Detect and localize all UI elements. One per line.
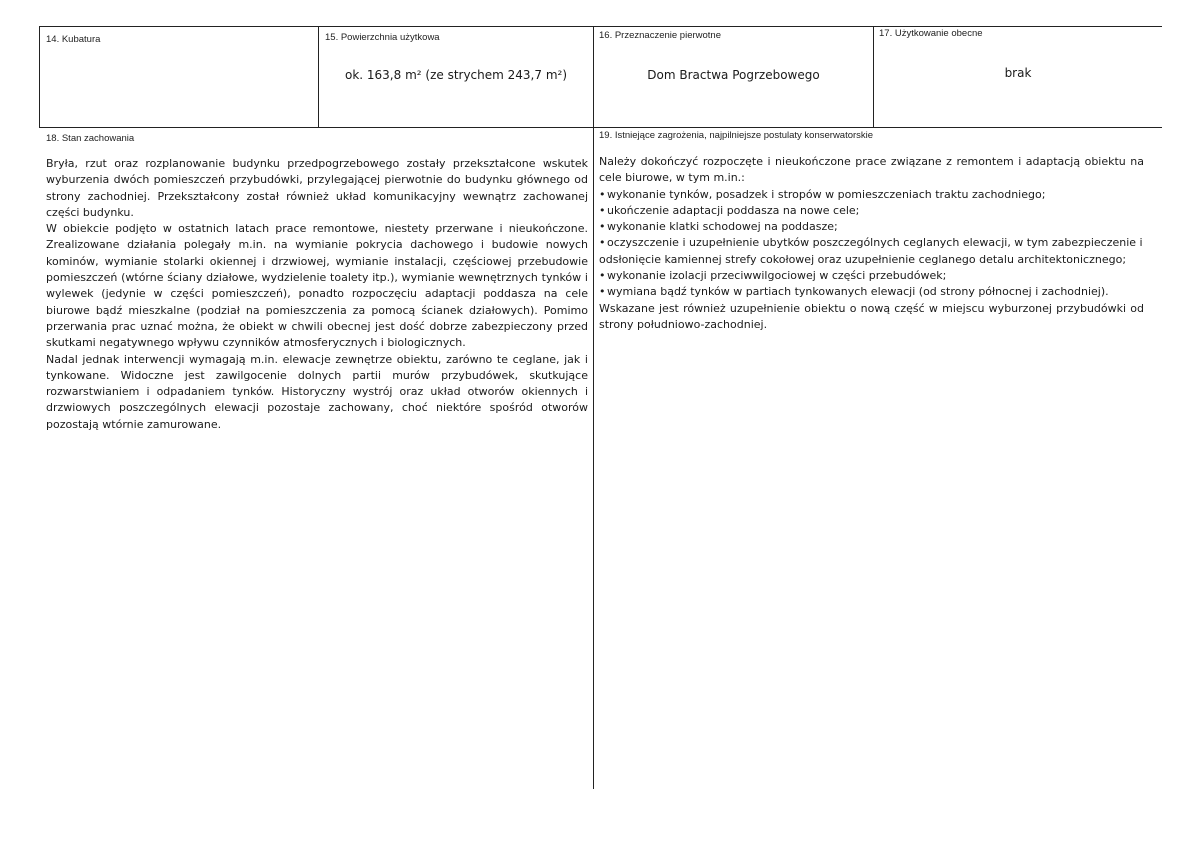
list-item xyxy=(599,203,1144,219)
section-19-intro: Należy dokończyć rozpoczęte i nieukończone prace związane z remontem i adaptacją obiektu na cele biurowe, w tym m.in.: xyxy=(599,155,1144,185)
bullet-icon: • xyxy=(599,285,606,299)
field-15-label: 15. Powierzchnia użytkowa xyxy=(325,32,440,43)
field-14-label: 14. Kubatura xyxy=(46,34,101,45)
section-18-label: 18. Stan zachowania xyxy=(46,133,135,144)
field-16-label: 16. Przeznaczenie pierwotne xyxy=(599,30,721,41)
list-item-text: wykonanie izolacji przeciwwilgociowej w części przebudówek; xyxy=(607,269,947,283)
field-17-label: 17. Użytkowanie obecne xyxy=(879,28,983,39)
field-16-value: Dom Bractwa Pogrzebowego xyxy=(647,68,820,82)
bullet-icon: • xyxy=(599,269,606,283)
list-item xyxy=(599,219,1144,235)
divider-18-19 xyxy=(593,127,594,789)
section-18-paragraph: W obiekcie podjęto w ostatnich latach prace remontowe, niestety przerwane i nieukończone. Zrealizowane działania polegały m.in. na wymianie pokrycia dachowego i budowie nowych kominów, wymianie stolarki okiennej i drzwiowej, wymianie instalacji, częściowej przebudowie pomieszczeń (wtórne ściany działowe, wydzielenie toalety itp.), wymianie wewnętrznych tynków i wylewek (jedynie w części pomieszczeń), ponadto rozpoczęciu adaptacji poddasza na cele biurowe bądź mieszkalne (podział na pomieszczenia za pomocą ścianek działowych). Pomimo przerwania prac uznać można, że obiekt w chwili obecnej jest dość dobrze zabezpieczony przed skutkami negatywnego wpływu czynników atmosferycznych i biologicznych. xyxy=(46,222,588,350)
list-item-text: wykonanie tynków, posadzek i stropów w pomieszczeniach traktu zachodniego; xyxy=(607,187,1046,201)
field-15-value: ok. 163,8 m² (ze strychem 243,7 m²) xyxy=(344,68,567,82)
list-item xyxy=(599,284,1144,300)
section-18-text xyxy=(46,156,588,433)
bullet-icon: • xyxy=(599,220,606,234)
list-item-text: wykonanie klatki schodowej na poddasze; xyxy=(607,220,838,234)
top-border xyxy=(39,26,1162,27)
row-separator xyxy=(39,127,1162,128)
section-19-outro: Wskazane jest również uzupełnienie obiektu o nową część w miejscu wyburzonej przybudówki od strony południowo-zachodniej. xyxy=(599,301,1144,331)
section-19-label: 19. Istniejące zagrożenia, najpilniejsze postulaty konserwatorskie xyxy=(599,130,874,141)
field-17-value: brak xyxy=(1004,66,1032,80)
section-19-text xyxy=(599,154,1144,333)
section-19-bullet-list xyxy=(599,187,1144,301)
list-item xyxy=(599,235,1144,268)
bullet-icon: • xyxy=(599,236,606,250)
section-18-paragraph: Bryła, rzut oraz rozplanowanie budynku przedpogrzebowego zostały przekształcone wskutek wyburzenia dwóch pomieszczeń przybudówki, przylegającej pierwotnie do budynku głównego od strony zachodniej. Przekształcony został również układ komunikacyjny wewnątrz zachowanej części budynku. xyxy=(46,157,588,219)
bullet-icon: • xyxy=(599,203,606,217)
list-item xyxy=(599,268,1144,284)
bullet-icon: • xyxy=(599,187,606,201)
list-item-text: ukończenie adaptacji poddasza na nowe cele; xyxy=(607,203,860,217)
list-item-text: wymiana bądź tynków w partiach tynkowanych elewacji (od strony północnej i zachodniej). xyxy=(607,285,1109,299)
left-border xyxy=(39,26,40,128)
section-18-paragraph: Nadal jednak interwencji wymagają m.in. elewacje zewnętrze obiektu, zarówno te ceglane, jak i tynkowane. Widoczne jest zawilgocenie dolnych partii murów przybudówek, skutkujące rozwarstwianiem i odpadaniem tynków. Historyczny wystrój oraz układ otworów okiennych i drzwiowych poszczególnych elewacji pozostaje zachowany, choć niektóre spośród otworów pozostają wtórnie zamurowane. xyxy=(46,352,588,431)
list-item xyxy=(599,187,1144,203)
list-item-text: oczyszczenie i uzupełnienie ubytków poszczególnych ceglanych elewacji, w tym zabezpieczenie i odsłonięcie kamiennej strefy cokołowej oraz uzupełnienie ceglanego detalu architektonicznego; xyxy=(599,236,1143,266)
